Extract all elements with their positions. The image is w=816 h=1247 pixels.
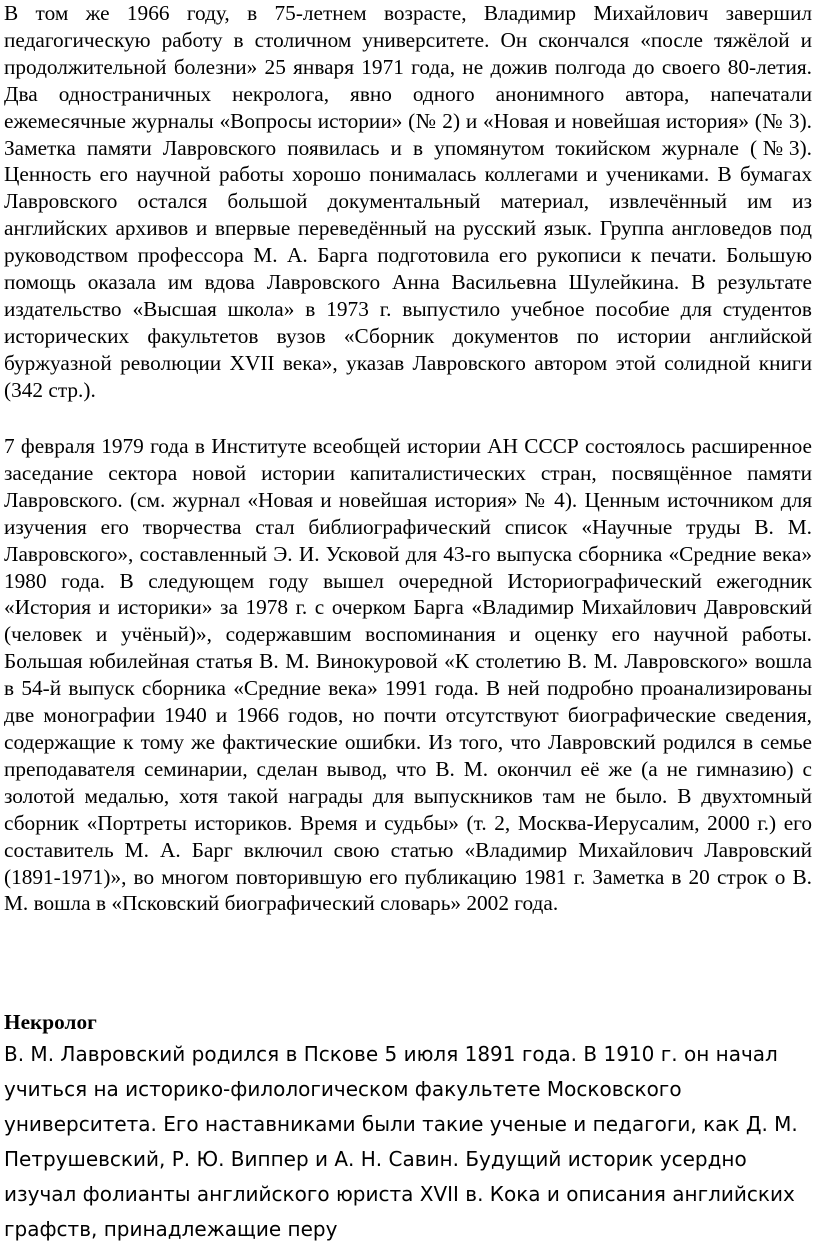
paragraph-1-text: В том же 1966 году, в 75-летнем возрасте, Владимир Михайлович завершил педагогическую работу в столичном университете. Он скончался «после тяжёлой и продолжительной болезни» 25 января 1971 года, не дожив полгода до своего 80-летия. Два одностраничных некролога, явно одного анонимного автора, напечатали ежемесячные журналы «Вопросы истории» (№ 2) и «Новая и новейшая история» (№ 3). Заметка памяти Лавровского появилась и в упомянутом токийском журнале (№3). Ценность его научной работы хорошо понималась коллегами и учениками. В бумагах Лавровского остался большой документальный материал, извлечённый им из английских архивов и впервые переведённый на русский язык. Группа англоведов под руководством профессора М. А. Барга подготовила его рукописи к печати. Большую помощь оказала им вдова Лавровского Анна Васильевна Шулейкина. В результате издательство «Высшая школа» в 1973 г. выпустило учебное пособие для студентов исторических факультетов вузов «Сборник документов по истории английской буржуазной революции XVII века», указав Лавровского автором этой солидной книги (342 стр.). — [4, 1, 812, 402]
paragraph-1 — [4, 0, 812, 404]
paragraph-2 — [4, 433, 812, 917]
section-heading: Некролог — [4, 1010, 97, 1034]
paragraph-3-text: В. М. Лавровский родился в Пскове 5 июля 1891 года. В 1910 г. он начал учиться на историко-филологическом факультете Московского университета. Его наставниками были такие ученые и педагоги, как Д. М. Петрушевский, Р. Ю. Виппер и А. Н. Савин. Будущий историк усердно изучал фолианты английского юриста XVII в. Кока и описания английских графств, принадлежащие перу — [4, 1042, 798, 1241]
paragraph-2-text: 7 февраля 1979 года в Институте всеобщей истории АН СССР состоялось расширенное заседание сектора новой истории капиталистических стран, посвящённое памяти Лавровского. (см. журнал «Новая и новейшая история» № 4). Ценным источником для изучения его творчества стал библиографический список «Научные труды В. М. Лавровского», составленный Э. И. Усковой для 43-го выпуска сборника «Средние века» 1980 года. В следующем году вышел очередной Историографический ежегодник «История и историки» за 1978 г. с очерком Барга «Владимир Михайлович Давровский (человек и учёный)», содержавшим воспоминания и оценку его научной работы. Большая юбилейная статья В. М. Винокуровой «К столетию В. М. Лавровского» вошла в 54-й выпуск сборника «Средние века» 1991 года. В ней подробно проанализированы две монографии 1940 и 1966 годов, но почти отсутствуют биографические сведения, содержащие к тому же фактические ошибки. Из того, что Лавровский родился в семье преподавателя семинарии, сделан вывод, что В. М. окончил её же (а не гимназию) с золотой медалью, хотя такой награды для выпускников там не было. В двухтомный сборник «Портреты историков. Время и судьбы» (т. 2, Москва-Иерусалим, 2000 г.) его составитель М. А. Барг включил свою статью «Владимир Михайлович Лавровский (1891-1971)», во многом повторившую его публикацию 1981 г. Заметка в 20 строк о В. М. вошла в «Псковский биографический словарь» 2002 года. — [4, 434, 812, 916]
paragraph-3 — [4, 1037, 812, 1247]
